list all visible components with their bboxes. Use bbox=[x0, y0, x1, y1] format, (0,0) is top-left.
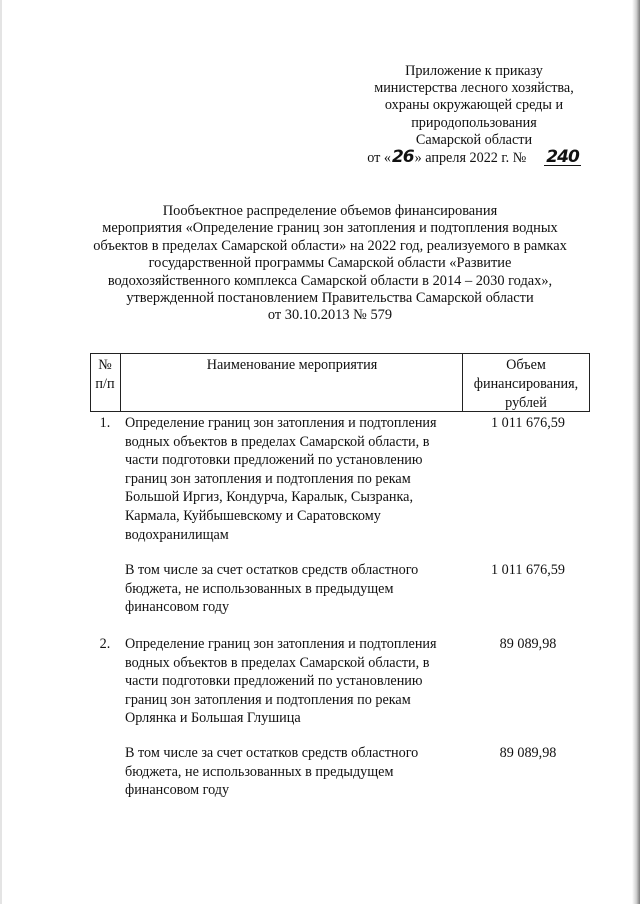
approval-line: министерства лесного хозяйства, bbox=[374, 80, 574, 97]
title-line: государственной программы Самарской области «Развитие bbox=[148, 255, 512, 272]
approval-line: природопользования bbox=[411, 114, 537, 131]
row-sub-volume: 89 089,98 bbox=[499, 745, 557, 761]
scan-edge-right bbox=[632, 0, 640, 904]
row-sub-text: В том числе за счет остатков средств областного бюджета, не использованных в предыдущем финансовом году bbox=[125, 562, 419, 616]
title-line: Пообъектное распределение объемов финансирования bbox=[162, 203, 498, 219]
date-prefix: от « bbox=[367, 150, 391, 167]
scan-edge-left bbox=[0, 0, 2, 904]
row-volume: 1 011 676,59 bbox=[491, 415, 565, 431]
row-sub-volume: 1 011 676,59 bbox=[491, 562, 565, 578]
row-name: Определение границ зон затопления и подтопления водных объектов в пределах Самарской области, в части подготовки предложений по установлению границ зон затопления и подтопления по рекам Орлянка и Большая Глушица bbox=[125, 636, 437, 727]
handwritten-order-number: 240 bbox=[546, 147, 579, 168]
title-line: утвержденной постановлением Правительства Самарской области bbox=[126, 290, 534, 307]
title-line: от 30.10.2013 № 579 bbox=[267, 307, 393, 324]
header-name: Наименование мероприятия bbox=[206, 357, 378, 373]
handwritten-day: 26 bbox=[391, 147, 414, 168]
approval-line: охраны окружающей среды и bbox=[384, 97, 564, 114]
row-volume: 89 089,98 bbox=[499, 636, 557, 652]
table-right-border bbox=[589, 353, 590, 412]
approval-block bbox=[360, 63, 588, 167]
approval-line: Приложение к приказу bbox=[405, 63, 543, 79]
row-sub-text: В том числе за счет остатков средств областного бюджета, не использованных в предыдущем финансовом году bbox=[125, 745, 419, 799]
table-top-border bbox=[90, 353, 590, 354]
table-col-divider bbox=[120, 353, 121, 412]
row-number: 1. bbox=[99, 415, 111, 431]
header-number bbox=[90, 356, 120, 393]
title-line: мероприятия «Определение границ зон затопления и подтопления водных bbox=[102, 220, 558, 237]
row-number: 2. bbox=[99, 636, 111, 652]
document-title bbox=[60, 203, 600, 325]
header-volume bbox=[463, 356, 589, 413]
date-suffix: » апреля 2022 г. № bbox=[414, 150, 527, 167]
title-line: водохозяйственного комплекса Самарской области в 2014 – 2030 годах», bbox=[107, 272, 553, 289]
header-number-text: № п/п bbox=[95, 357, 115, 392]
approval-line: Самарской области bbox=[415, 131, 533, 148]
header-volume-text: Объем финансирования, рублей bbox=[473, 357, 579, 411]
approval-date-line bbox=[360, 149, 588, 167]
title-line: объектов в пределах Самарской области» на 2022 год, реализуемого в рамках bbox=[93, 237, 567, 254]
row-name: Определение границ зон затопления и подтопления водных объектов в пределах Самарской области, в части подготовки предложений по установлению границ зон затопления и подтопления по рекам Большой Иргиз, Кондурча, Каралык, Сызранка, Кармала, Куйбышевскому и Саратовскому водохранилищам bbox=[125, 415, 437, 543]
